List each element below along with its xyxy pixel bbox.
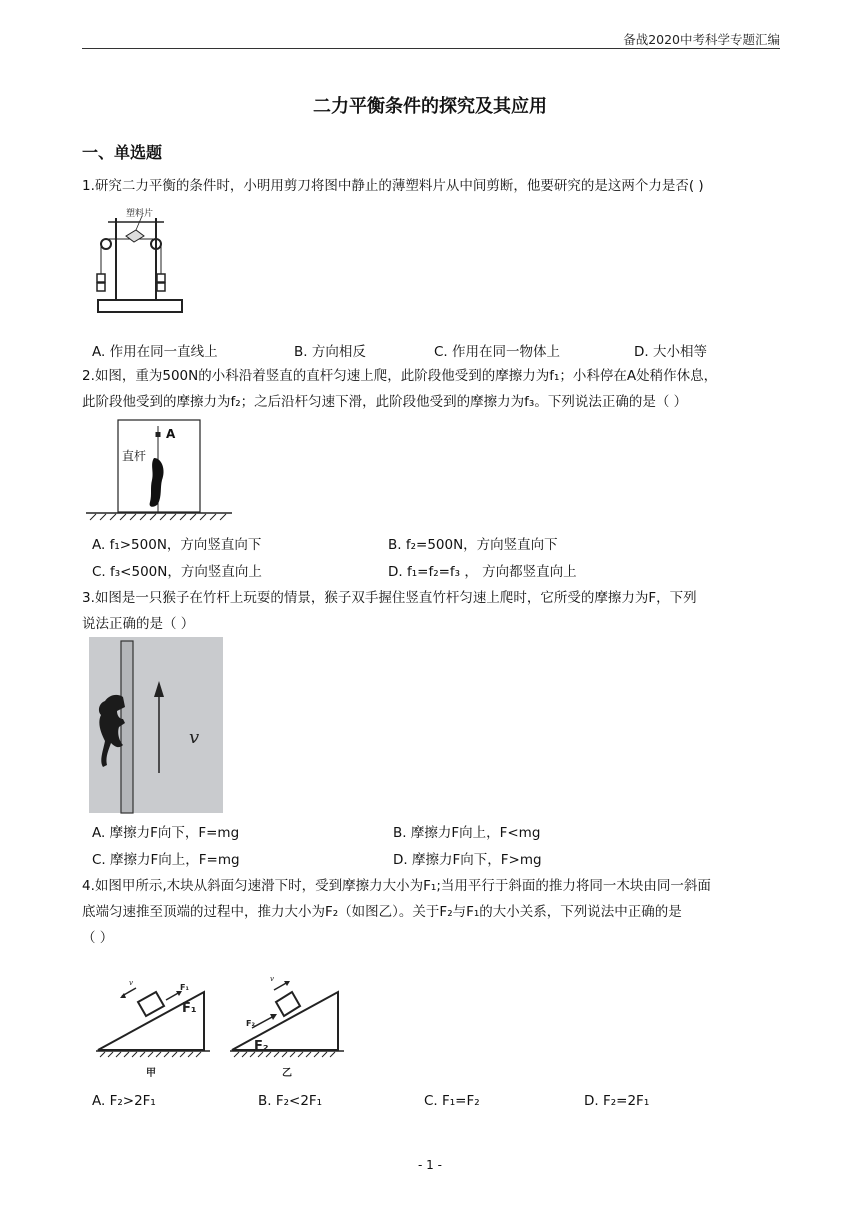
q2-option-a: A. f₁>500N，方向竖直向下	[92, 537, 262, 553]
q1-option-c: C. 作用在同一物体上	[434, 344, 561, 360]
question-2-stem-line-1: 2.如图，重为500N的小科沿着竖直的直杆匀速上爬，此阶段他受到的摩擦力为f₁；小科停在A处稍作休息，	[82, 368, 718, 384]
q1-option-a: A. 作用在同一直线上	[92, 344, 218, 360]
figure-1-label: 塑料片	[126, 209, 154, 219]
q3-option-a: A. 摩擦力F向下，F=mg	[92, 825, 240, 841]
question-4-figure-yi	[230, 972, 346, 1080]
q4-option-d: D. F₂=2F₁	[584, 1093, 650, 1109]
section-heading: 一、单选题	[82, 143, 163, 162]
figure-2-label-pole: 直杆	[122, 449, 147, 463]
question-4-stem-line-3: （ ）	[82, 930, 114, 946]
q4-option-c: C. F₁=F₂	[424, 1093, 480, 1109]
question-1-stem: 1.研究二力平衡的条件时，小明用剪刀将图中静止的薄塑料片从中间剪断，他要研究的是这两个力是否( )	[82, 178, 704, 194]
figure-4-yi-v-label: v	[270, 975, 274, 983]
figure-4-jia-caption: 甲	[146, 1068, 156, 1079]
question-4-figure-jia	[96, 972, 212, 1080]
figure-4-jia-v-label: v	[129, 979, 133, 987]
q3-option-b: B. 摩擦力F向上，F<mg	[393, 825, 541, 841]
question-2-stem-line-2: 此阶段他受到的摩擦力为f₂；之后沿杆匀速下滑，此阶段他受到的摩擦力为f₃。下列说法正确的是（ ）	[82, 394, 688, 410]
figure-4-yi-f2-label: F₂	[254, 1039, 269, 1054]
figure-4-jia-f1-label: F₁	[182, 1001, 197, 1016]
question-4-stem-line-2: 底端匀速推至顶端的过程中，推力大小为F₂（如图乙）。关于F₂与F₁的大小关系，下列说法中正确的是	[82, 904, 682, 920]
question-3-stem-line-1: 3.如图是一只猴子在竹杆上玩耍的情景，猴子双手握住竖直竹杆匀速上爬时，它所受的摩擦力为F，下列	[82, 590, 697, 606]
figure-3-velocity-label: v	[189, 727, 200, 748]
header-rule	[82, 48, 780, 49]
question-2-figure	[86, 418, 232, 522]
q3-option-c: C. 摩擦力F向上，F=mg	[92, 852, 240, 868]
question-3-figure	[89, 637, 223, 813]
figure-4-yi-f2-small: F₂	[246, 1019, 255, 1028]
question-4-stem-line-1: 4.如图甲所示,木块从斜面匀速滑下时，受到摩擦力大小为F₁;当用平行于斜面的推力将同一木块由同一斜面	[82, 878, 711, 894]
q4-option-a: A. F₂>2F₁	[92, 1093, 156, 1109]
document-title: 二力平衡条件的探究及其应用	[313, 96, 547, 117]
page-header: 备战2020中考科学专题汇编	[623, 32, 780, 47]
q2-option-b: B. f₂=500N，方向竖直向下	[388, 537, 558, 553]
q2-option-d: D. f₁=f₂=f₃ ， 方向都竖直向上	[388, 564, 577, 580]
q1-option-b: B. 方向相反	[294, 344, 366, 360]
q3-option-d: D. 摩擦力F向下，F>mg	[393, 852, 542, 868]
figure-4-yi-caption: 乙	[282, 1068, 292, 1079]
question-3-stem-line-2: 说法正确的是（ ）	[82, 616, 195, 632]
question-1-figure	[94, 208, 186, 326]
figure-4-jia-f1-small: F₁	[180, 983, 189, 992]
q2-option-c: C. f₃<500N，方向竖直向上	[92, 564, 262, 580]
q4-option-b: B. F₂<2F₁	[258, 1093, 323, 1109]
page-number: - 1 -	[418, 1158, 442, 1172]
q1-option-d: D. 大小相等	[634, 344, 707, 360]
figure-2-label-a: A	[166, 427, 176, 441]
